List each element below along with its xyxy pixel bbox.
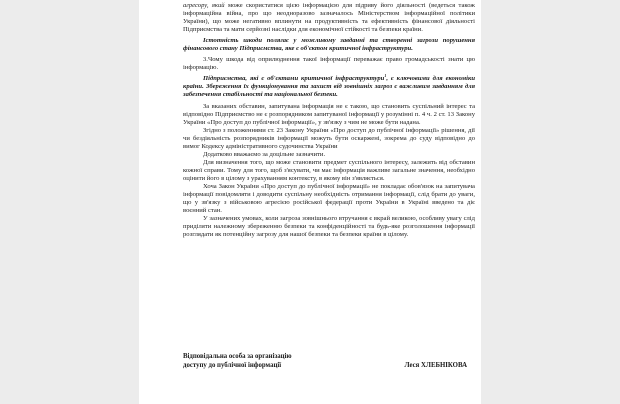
footnote-mark: 1 bbox=[384, 73, 387, 79]
paragraph-additional: Додатково вважаємо за доцільне зазначити. bbox=[203, 150, 326, 158]
signature-name: Леся ХЛЕБНІКОВА bbox=[404, 362, 467, 369]
paragraph-consequences-lead: агресору, який bbox=[183, 2, 225, 9]
signature-role-line2: доступу до публічної інформації bbox=[183, 362, 282, 369]
document-page bbox=[139, 0, 481, 404]
paragraph-appeal: Згідно з положеннями ст. 23 Закону України «Про доступ до публічної інформації» рішення, дії чи бездіяльність розпорядників інформації можуть бути оскаржені, зокрема до суду відповідно до вимог Кодексу адміністративного судочинства України bbox=[183, 126, 475, 150]
paragraph-consequences-text: може скористатися цією інформацією для підриву його діяльності (ведеться також інформаційна війна, про що неодноразово зазначалось Міністерством інформаційної політики України), що може негативно вплинути на продуктивність та ефективність фінансової діяльності Підприємства та мати серйозні наслідки для економічної стійкості та безпеки країни. bbox=[183, 2, 475, 34]
critical-infrastructure-text-cont: , є ключовими для економіки країни. Збереження їх функціонування та захист від зовнішніх загроз є важливим завданням для забезпечення стабільності та національної безпеки. bbox=[183, 75, 475, 99]
signature-role-line1: Відповідальна особа за організацію bbox=[183, 353, 292, 360]
paragraph-critical-infrastructure bbox=[183, 75, 475, 99]
paragraph-consequences bbox=[183, 2, 475, 34]
paragraph-circumstances: За вказаних обставин, запитувана інформація не є такою, що становить суспільний інтерес та відповідно Підприємство не є розпорядником запитуваної інформації у розумінні п. 4 ч. 2 ст. 13 Закону України «Про доступ до публічної інформації», у зв'язку з чим не може бути надана. bbox=[183, 102, 475, 126]
critical-infrastructure-text: Підприємства, які є об'єктами критичної інфраструктури bbox=[203, 75, 385, 83]
paragraph-law: Хоча Закон України «Про доступ до публічної інформації» не покладає обов'язок на запитувача інформації повідомляти і доводити суспільну необхідність отримання інформації, слід брати до уваги, що у зв'язку з військовою агресією російської федерації проти України в Україні введено та діє воєнний стан. bbox=[183, 182, 475, 215]
paragraph-heading-3: 3.Чому шкода від оприлюднення такої інформації переважає право громадськості знати цю інформацію. bbox=[183, 56, 475, 72]
paragraph-security: У зазначених умовах, коли загроза зовнішнього втручання є вкрай великою, особливу увагу слід приділяти належному збереженню безпеки та конфіденційності та будь-яке розголошення інформації розглядати як потенційну загрозу для нашої безпеки та безпеки країни в цілому. bbox=[183, 215, 475, 239]
paragraph-public-interest: Для визначення того, що може становити предмет суспільного інтересу, залежить від обставин кожної справи. Тому для того, щоб з'ясувати, чи має інформація важливе загальне значення, необхідно оцінити його в цілому з урахуванням контексту, в якому він з'являється. bbox=[183, 158, 475, 182]
paragraph-harm-essence: Істотність шкоди полягає у можливому завданні та створенні загрози порушення фінансового стану Підприємства, яке є об'єктом критичної інфраструктури. bbox=[183, 37, 475, 53]
signature-block bbox=[183, 352, 475, 370]
